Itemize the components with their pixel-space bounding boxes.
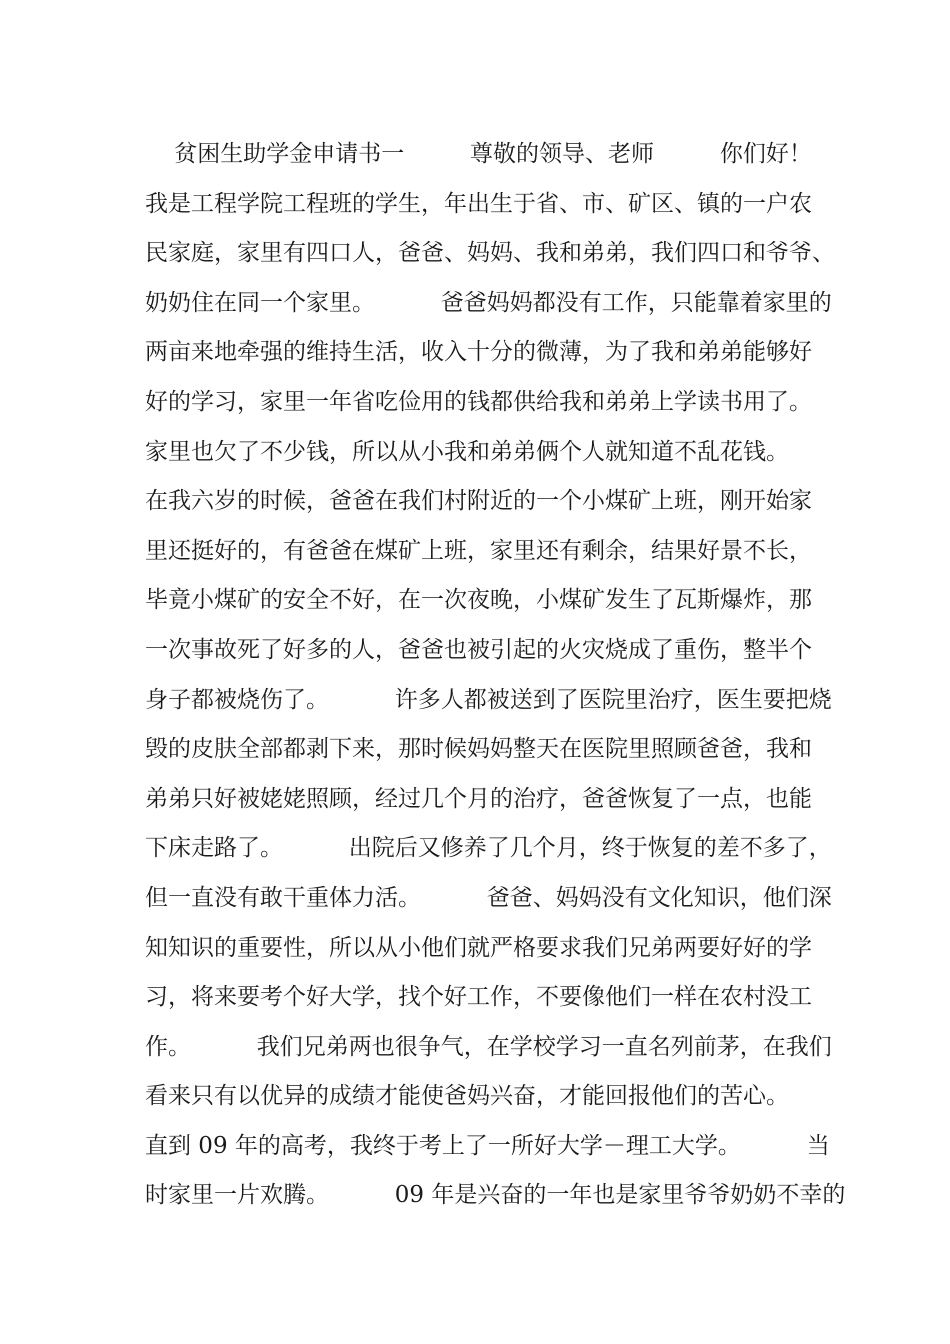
- text-line: 我是工程学院工程班的学生，年出生于省、市、矿区、镇的一户农: [145, 190, 812, 217]
- text-line: 弟弟只好被姥姥照顾，经过几个月的治疗，爸爸恢复了一点，也能: [145, 785, 812, 812]
- text-line: 两亩来地牵强的维持生活，收入十分的微薄，为了我和弟弟能够好: [145, 339, 812, 366]
- text-line: 贫困生助学金申请书一 尊敬的领导、老师 你们好！: [145, 141, 812, 167]
- text-line: 下床走路了。 出院后又修养了几个月，终于恢复的差不多了，: [145, 835, 832, 862]
- text-line: 奶奶住在同一个家里。 爸爸妈妈都没有工作，只能靠着家里的: [145, 289, 832, 316]
- text-line: 家里也欠了不少钱，所以从小我和弟弟俩个人就知道不乱花钱。: [145, 438, 789, 465]
- text-line: 知知识的重要性，所以从小他们就严格要求我们兄弟两要好好的学: [145, 934, 812, 961]
- text-line: 时家里一片欢腾。 09 年是兴奋的一年也是家里爷爷奶奶不幸的: [145, 1182, 846, 1209]
- text-line: 毁的皮肤全部都剥下来，那时候妈妈整天在医院里照顾爸爸，我和: [145, 736, 812, 763]
- text-line: 毕竟小煤矿的安全不好，在一次夜晚，小煤矿发生了瓦斯爆炸，那: [145, 587, 812, 614]
- text-line: 作。 我们兄弟两也很争气，在学校学习一直名列前茅，在我们: [145, 1033, 832, 1060]
- text-line: 里还挺好的，有爸爸在煤矿上班，家里还有剩余，结果好景不长，: [145, 537, 812, 564]
- text-line: 身子都被烧伤了。 许多人都被送到了医院里治疗，医生要把烧: [145, 686, 832, 713]
- document-body: [145, 130, 845, 1221]
- text-line: 但一直没有敢干重体力活。 爸爸、妈妈没有文化知识，他们深: [145, 884, 832, 911]
- text-line: 直到 09 年的高考，我终于考上了一所好大学－理工大学。 当: [145, 1132, 830, 1159]
- text-line: 好的学习，家里一年省吃俭用的钱都供给我和弟弟上学读书用了。: [145, 388, 812, 415]
- text-line: 在我六岁的时候，爸爸在我们村附近的一个小煤矿上班，刚开始家: [145, 488, 812, 515]
- text-line: 民家庭，家里有四口人，爸爸、妈妈、我和弟弟，我们四口和爷爷、: [145, 240, 835, 267]
- text-line: 一次事故死了好多的人，爸爸也被引起的火灾烧成了重伤，整半个: [145, 636, 812, 663]
- text-line: 看来只有以优异的成绩才能使爸妈兴奋，才能回报他们的苦心。: [145, 1083, 789, 1110]
- text-line: 习，将来要考个好大学，找个好工作，不要像他们一样在农村没工: [145, 984, 812, 1011]
